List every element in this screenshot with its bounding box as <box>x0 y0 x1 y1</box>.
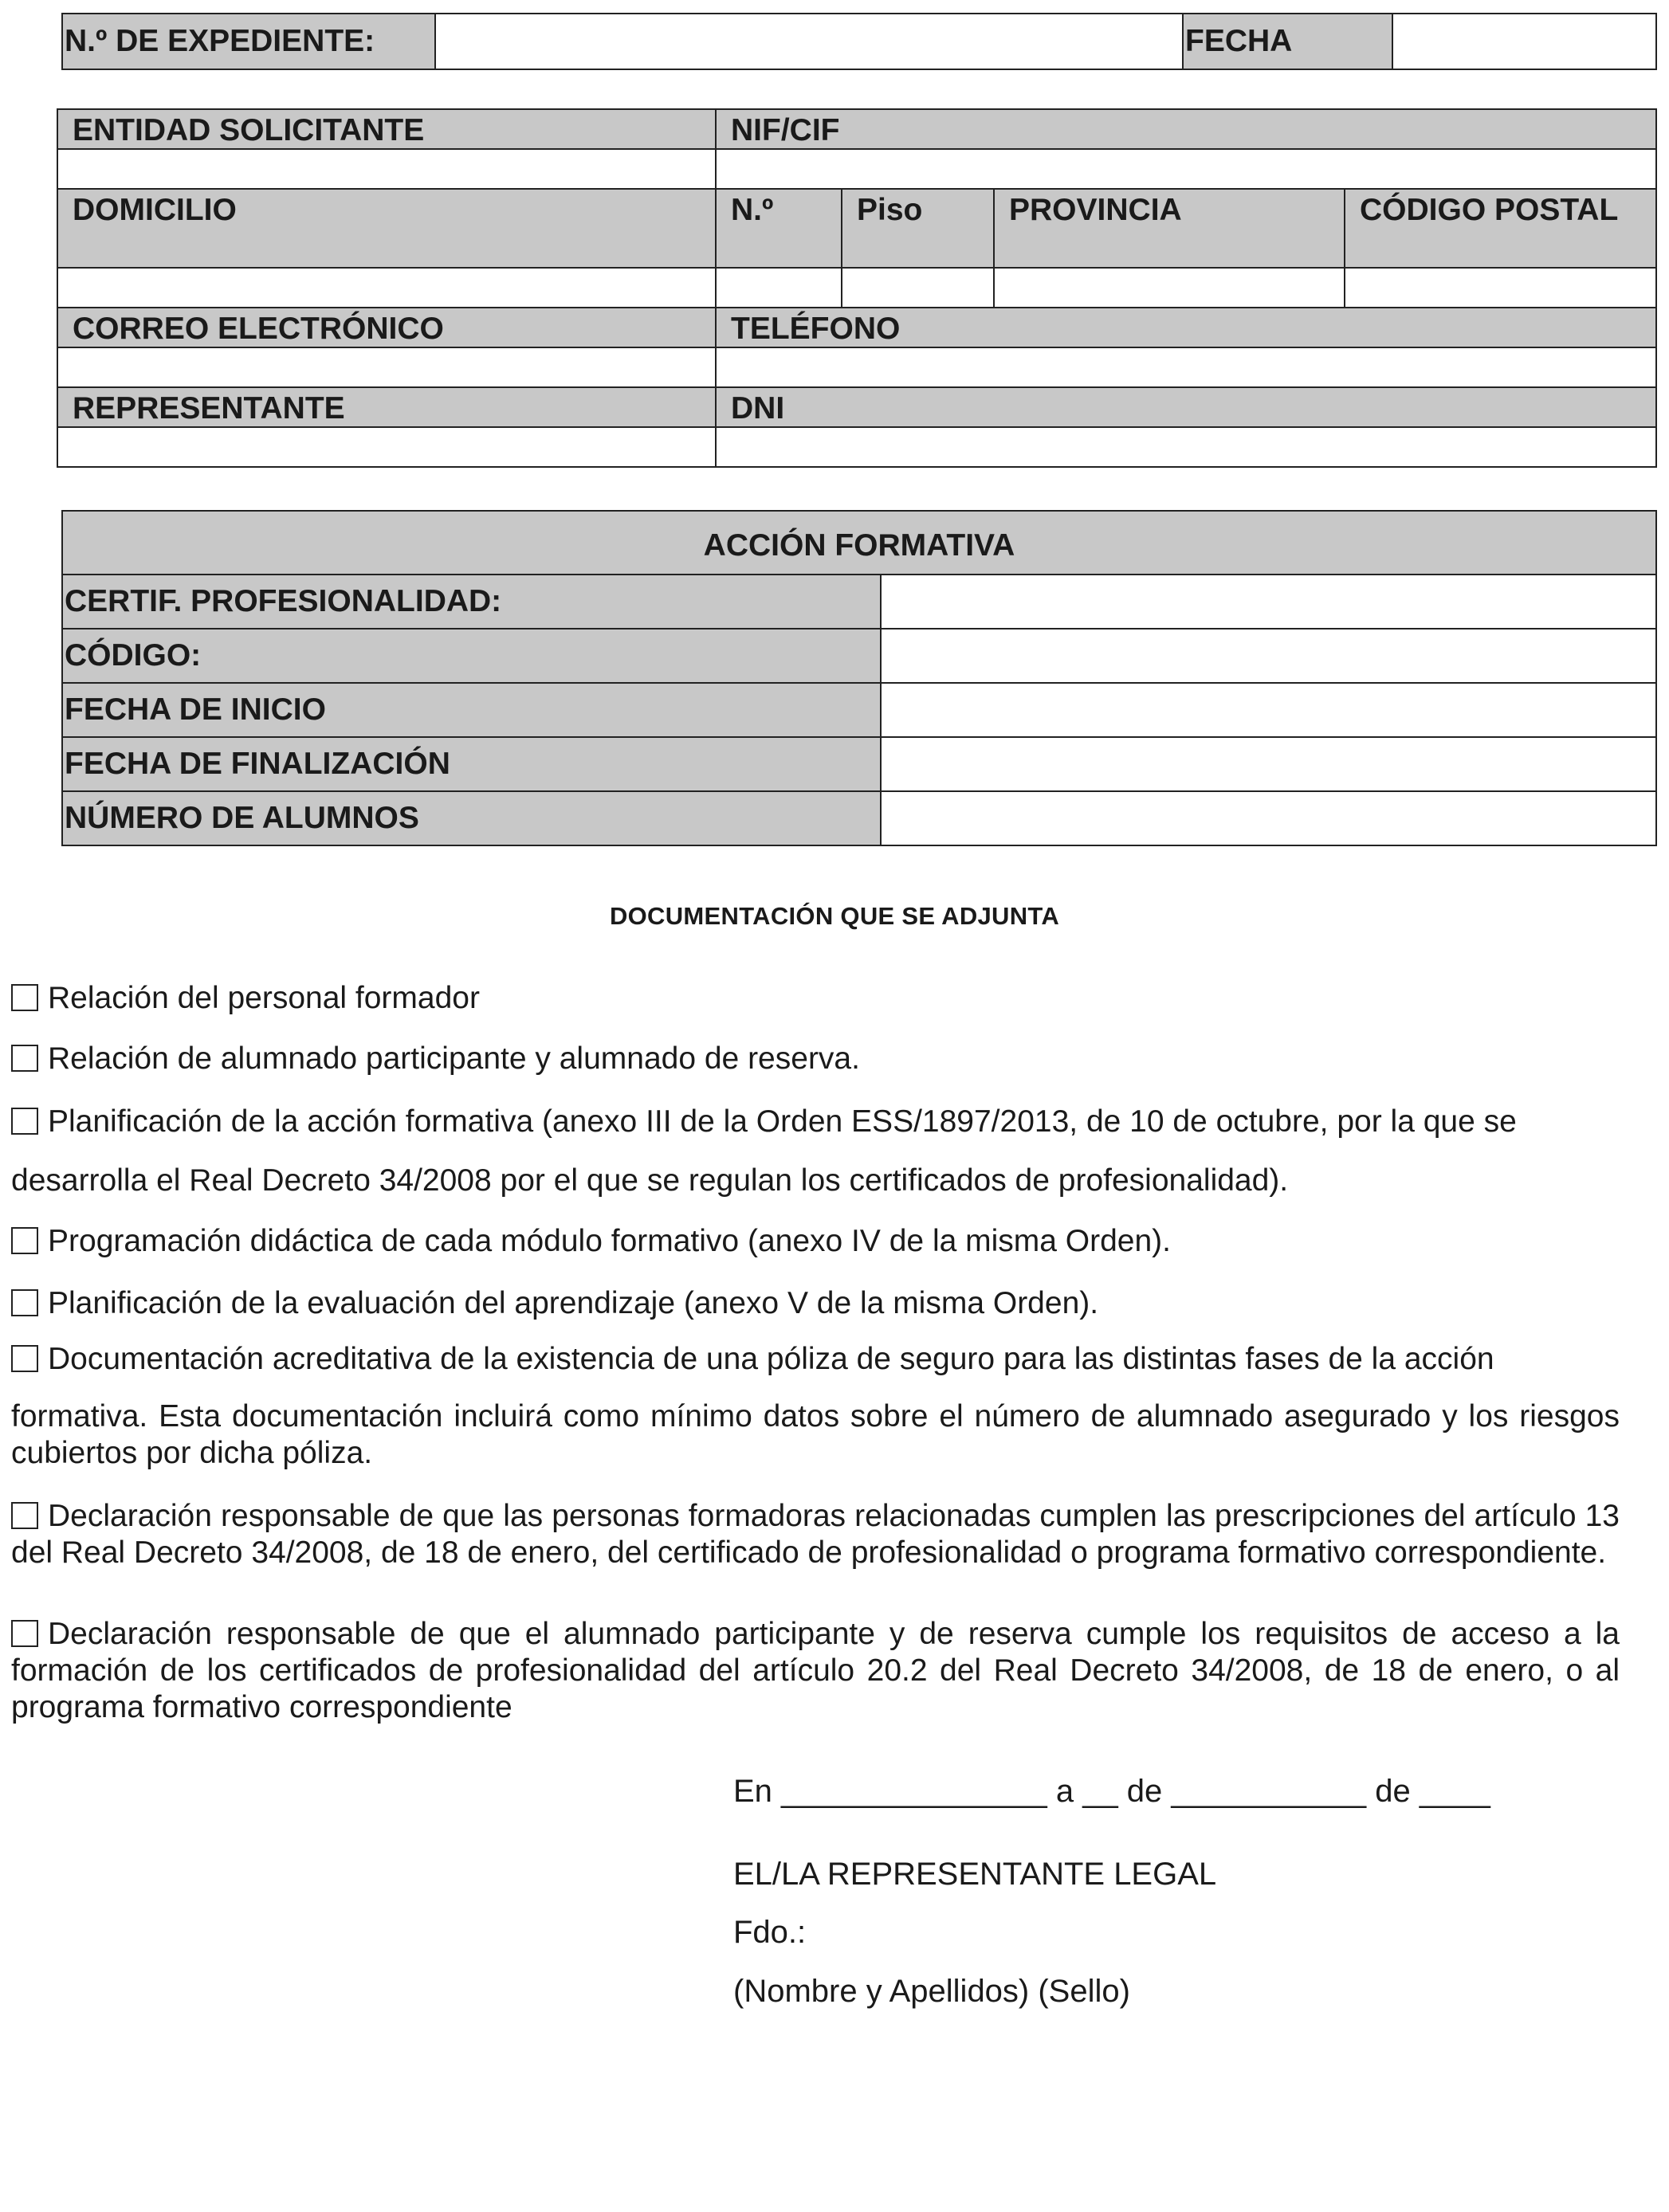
nombre-sello: (Nombre y Apellidos) (Sello) <box>733 1974 1130 2009</box>
codigo-postal-field[interactable] <box>1345 268 1656 308</box>
doc-item: Planificación de la evaluación del aprendizaje (anexo V de la misma Orden). <box>11 1285 1620 1322</box>
representante-label: REPRESENTANTE <box>57 387 716 427</box>
checkbox[interactable] <box>11 1045 38 1072</box>
codigo-label: CÓDIGO: <box>62 629 881 683</box>
codigo-postal-label: CÓDIGO POSTAL <box>1345 189 1656 268</box>
dni-field[interactable] <box>716 427 1656 467</box>
accion-formativa-table <box>61 510 1657 846</box>
certificado-field[interactable] <box>881 575 1656 629</box>
piso-field[interactable] <box>842 268 994 308</box>
fecha-field[interactable] <box>1392 14 1656 69</box>
dni-label: DNI <box>716 387 1656 427</box>
checkbox[interactable] <box>11 1108 38 1135</box>
nif-label: NIF/CIF <box>716 109 1656 149</box>
correo-field[interactable] <box>57 347 716 387</box>
entidad-field[interactable] <box>57 149 716 189</box>
numero-field[interactable] <box>716 268 842 308</box>
piso-label: Piso <box>842 189 994 268</box>
doc-item: Programación didáctica de cada módulo formativo (anexo IV de la misma Orden). <box>11 1223 1620 1260</box>
fecha-finalizacion-label: FECHA DE FINALIZACIÓN <box>62 737 881 791</box>
checkbox[interactable] <box>11 1227 38 1254</box>
entidad-table <box>57 108 1657 468</box>
expediente-field[interactable] <box>435 14 1183 69</box>
doc-item: Documentación acreditativa de la existencia de una póliza de seguro para las distintas fases de la acción <box>11 1341 1620 1378</box>
fecha-label: FECHA <box>1183 14 1392 69</box>
checkbox[interactable] <box>11 1620 38 1647</box>
codigo-field[interactable] <box>881 629 1656 683</box>
doc-item-continuation: desarrolla el Real Decreto 34/2008 por el que se regulan los certificados de profesionalidad). <box>11 1163 1289 1198</box>
documentacion-title: DOCUMENTACIÓN QUE SE ADJUNTA <box>609 902 1060 930</box>
correo-label: CORREO ELECTRÓNICO <box>57 308 716 347</box>
doc-item: Relación del personal formador <box>11 980 1620 1017</box>
doc-item: Declaración responsable de que el alumnado participante y de reserva cumple los requisitos de acceso a la formación de los certificados de profesionalidad del artículo 20.2 del Real Decreto 34/2008, de 18 de enero, o al programa formativo correspondiente <box>11 1617 1620 1724</box>
doc-item: Relación de alumnado participante y alumnado de reserva. <box>11 1041 1620 1077</box>
expediente-label: N.º DE EXPEDIENTE: <box>62 14 435 69</box>
domicilio-label: DOMICILIO <box>57 189 716 268</box>
fecha-finalizacion-field[interactable] <box>881 737 1656 791</box>
doc-item: Planificación de la acción formativa (anexo III de la Orden ESS/1897/2013, de 10 de octubre, por la que se <box>11 1104 1620 1140</box>
checkbox[interactable] <box>11 1345 38 1372</box>
numero-alumnos-label: NÚMERO DE ALUMNOS <box>62 791 881 845</box>
checkbox[interactable] <box>11 984 38 1011</box>
domicilio-field[interactable] <box>57 268 716 308</box>
numero-alumnos-field[interactable] <box>881 791 1656 845</box>
telefono-field[interactable] <box>716 347 1656 387</box>
checkbox[interactable] <box>11 1289 38 1316</box>
accion-formativa-title: ACCIÓN FORMATIVA <box>62 511 1656 575</box>
checkbox[interactable] <box>11 1502 38 1529</box>
certificado-label: CERTIF. PROFESIONALIDAD: <box>62 575 881 629</box>
telefono-label: TELÉFONO <box>716 308 1656 347</box>
lugar-fecha: En _______________ a __ de ___________ de ____ <box>733 1774 1490 1809</box>
representante-legal: EL/LA REPRESENTANTE LEGAL <box>733 1857 1217 1892</box>
expediente-table <box>61 13 1657 70</box>
firma-label: Fdo.: <box>733 1915 807 1950</box>
nif-field[interactable] <box>716 149 1656 189</box>
fecha-inicio-field[interactable] <box>881 683 1656 737</box>
representante-field[interactable] <box>57 427 716 467</box>
numero-label: N.º <box>716 189 842 268</box>
doc-item-continuation: formativa. Esta documentación incluirá como mínimo datos sobre el número de alumnado asegurado y los riesgos cubiertos por dicha póliza. <box>11 1399 1620 1470</box>
provincia-label: PROVINCIA <box>994 189 1345 268</box>
provincia-field[interactable] <box>994 268 1345 308</box>
fecha-inicio-label: FECHA DE INICIO <box>62 683 881 737</box>
doc-item: Declaración responsable de que las personas formadoras relacionadas cumplen las prescripciones del artículo 13 del Real Decreto 34/2008, de 18 de enero, del certificado de profesionalidad o programa formativo correspondiente. <box>11 1499 1620 1570</box>
entidad-label: ENTIDAD SOLICITANTE <box>57 109 716 149</box>
